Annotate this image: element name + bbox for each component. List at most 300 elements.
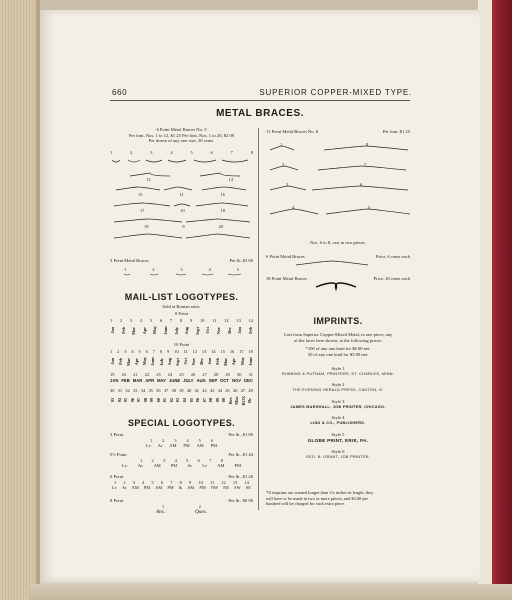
logo-num: 7 xyxy=(170,318,173,323)
special-item: PM xyxy=(143,485,151,491)
logo-num: 22 xyxy=(144,372,150,377)
logo-month: May xyxy=(239,357,245,366)
logo-num: 38 xyxy=(171,388,176,393)
logo-month: AUG xyxy=(196,377,206,383)
logo-month: Apr xyxy=(141,326,147,335)
mail-months-a xyxy=(110,324,253,338)
logo-month: Oct xyxy=(205,327,211,334)
brace-row-5 xyxy=(110,224,253,230)
special-num: 2 xyxy=(162,437,165,443)
mail-list-block-c xyxy=(110,372,253,383)
logo-num: 39 xyxy=(179,388,184,393)
logo-num: 6 xyxy=(145,349,148,354)
special-item: PM xyxy=(234,463,241,469)
eighteen-point-label: 18 Point Metal Braces xyxy=(266,275,307,281)
logo-num: 2 xyxy=(117,349,120,354)
logo-year: 97 xyxy=(136,398,142,403)
special-num: 7 xyxy=(209,457,212,463)
brace-num: 15 xyxy=(138,192,143,197)
brace-num: 8 xyxy=(250,150,253,155)
brace-num: 20 xyxy=(218,224,223,229)
special-num: 2 xyxy=(198,503,201,509)
logo-month: Feb xyxy=(215,358,221,365)
six-point-brace-glyph xyxy=(266,260,410,268)
three-point-glyphs xyxy=(110,272,253,278)
logo-num: 3 xyxy=(124,349,127,354)
logo-month: July xyxy=(158,357,164,366)
special-title: SPECIAL LOGOTYPES. xyxy=(127,418,236,428)
special-row-2 xyxy=(110,452,253,469)
logo-num: 18 xyxy=(248,349,253,354)
page-number: 660 xyxy=(112,88,128,97)
brace-num: 5 xyxy=(368,205,371,210)
six-point-price: Price, 6 cents each xyxy=(375,254,410,260)
logo-num: 25 xyxy=(179,372,184,377)
logo-month: Jan xyxy=(110,358,115,365)
logo-num: 21 xyxy=(133,372,138,377)
footnote-line: *If imprints are wanted longer than 1¼ inches in length, they xyxy=(266,490,374,495)
logo-month: Mar xyxy=(223,357,229,366)
logo-num: 45 xyxy=(225,388,230,393)
special-item: Lv. xyxy=(122,463,128,469)
special-label: 8 Point xyxy=(110,498,124,503)
logo-num: 17 xyxy=(239,349,244,354)
special-num: 12 xyxy=(221,479,226,485)
brace-num: 1 xyxy=(110,150,113,155)
special-items xyxy=(110,443,253,449)
logo-num: 11 xyxy=(212,318,217,323)
special-item: PM xyxy=(183,443,190,449)
logo-month: JUNE xyxy=(169,377,181,383)
logo-num: 14 xyxy=(248,318,253,323)
logo-year: 03 xyxy=(175,398,181,403)
running-title: SUPERIOR COPPER-MIXED TYPE. xyxy=(259,88,412,97)
mail-list-title: MAIL-LIST LOGOTYPES. xyxy=(124,292,239,302)
special-num: 1 xyxy=(162,503,165,509)
logo-num: 10 xyxy=(174,349,179,354)
style-label: Style 1 xyxy=(331,366,345,371)
logo-num: 13 xyxy=(236,318,241,323)
logo-year: 08 xyxy=(208,398,214,403)
imprints-desc xyxy=(266,332,410,358)
special-label: 5½ Point xyxy=(110,452,127,457)
special-num: 5 xyxy=(151,479,154,485)
special-item: AM xyxy=(187,485,195,491)
special-item: Lv xyxy=(202,463,208,469)
special-item: Lv xyxy=(146,443,151,449)
brace-num: 10 xyxy=(180,208,185,213)
braces-desc xyxy=(110,127,253,144)
special-num: 6 xyxy=(210,437,213,443)
logo-month: DEC xyxy=(244,377,253,383)
special-items xyxy=(110,485,253,491)
special-num: 10 xyxy=(198,479,203,485)
header-rule xyxy=(110,100,410,101)
imprints-text-1: Cast from Superior Copper-Mixed Metal, in one piece, any xyxy=(283,332,393,337)
mail-list-block-b xyxy=(110,349,253,369)
logo-num: 37 xyxy=(163,388,169,393)
logo-year: 07 xyxy=(201,398,207,403)
special-item: PM xyxy=(199,485,206,491)
brace-num: 6 xyxy=(210,150,213,155)
logo-month: July xyxy=(173,326,179,335)
brace-num: 3 xyxy=(180,266,183,272)
mail-list-sub: Sold at Roman rates. xyxy=(162,304,201,309)
logo-year: 05 xyxy=(188,398,194,403)
logo-month: Aug xyxy=(166,357,172,366)
brace-num: 5 xyxy=(190,150,193,155)
logo-num: 14 xyxy=(211,349,216,354)
brace-num: 3 xyxy=(150,150,153,155)
logo-num: 33 xyxy=(133,388,138,393)
special-price: Per lb., $1 26 xyxy=(228,474,253,479)
logo-num: 23 xyxy=(156,372,161,377)
brace-num: 17 xyxy=(140,208,145,213)
logo-num: 8 xyxy=(159,349,163,354)
right-braces-label: 11 Point Metal Braces No. 6 xyxy=(266,129,319,134)
special-item: SW xyxy=(234,485,241,491)
logo-year: 96 xyxy=(129,398,135,403)
brace-num: 4 xyxy=(208,266,211,272)
special-num: 1 xyxy=(140,457,143,463)
special-item: AM xyxy=(155,485,163,491)
logo-month: May xyxy=(142,357,148,366)
special-num: 11 xyxy=(209,479,215,485)
logo-num: 20 xyxy=(121,372,126,377)
style-label: Style 6 xyxy=(331,449,345,455)
brace-num: 5 xyxy=(236,266,239,272)
brace-num: 2 xyxy=(152,266,155,272)
logo-num: 30 xyxy=(237,372,242,377)
special-item: Ans. xyxy=(156,509,166,516)
logo-month: Jan xyxy=(207,358,213,365)
brace-num: 4 xyxy=(170,150,173,155)
special-label: 6 Point xyxy=(110,474,124,479)
mail-list-block-a xyxy=(110,318,253,338)
special-num: 3 xyxy=(132,479,135,485)
mail-list-block-d xyxy=(110,388,253,408)
logo-month: May xyxy=(152,326,158,335)
logo-num: 27 xyxy=(202,372,207,377)
special-num: 5 xyxy=(198,437,201,443)
special-num: 9 xyxy=(189,479,192,485)
brace-num: 18 xyxy=(220,208,225,213)
mail-months-c xyxy=(110,378,253,383)
special-price: Per lb., $0 90 xyxy=(228,498,253,503)
six-point-label: 6 Point Metal Braces xyxy=(266,254,305,260)
right-braces xyxy=(266,129,410,295)
style-label: Style 5 xyxy=(331,431,345,437)
brace-glyphs xyxy=(110,156,253,246)
special-item: Ar xyxy=(187,463,193,469)
logo-num: 44 xyxy=(217,388,223,393)
logo-month: APR xyxy=(145,377,155,383)
logo-year: 94 xyxy=(116,398,122,403)
logo-num: 36 xyxy=(156,388,161,393)
style-sample: THE EVENING HERALD PRESS, CANTON, O. xyxy=(292,388,384,393)
style-sample: JAMES MARSHALL, JOB PRINTER, CHICAGO. xyxy=(290,404,386,409)
logo-num: 29 xyxy=(225,372,230,377)
logo-num: 28 xyxy=(213,372,219,377)
logo-month: SEP xyxy=(208,377,218,383)
right-braces-price: Per font, $1 25 xyxy=(382,129,410,134)
special-label: 3 Point xyxy=(110,432,124,437)
special-num: 1 xyxy=(114,479,117,485)
special-price: Per lb., $1 44 xyxy=(228,452,253,457)
braces-line-2: Per font, Nos. 1 to 12, $1 25 Per font, Nos. 1 to 20, $2 00 xyxy=(128,132,235,138)
logo-num: 9 xyxy=(167,349,170,354)
special-items xyxy=(110,463,253,469)
logo-num: 1 xyxy=(110,318,113,323)
brace-num: 1 xyxy=(124,266,127,272)
logo-month: Jan xyxy=(237,327,243,334)
metal-braces-title: METAL BRACES. xyxy=(216,108,304,119)
special-item: AM xyxy=(217,463,225,469)
special-num: 3 xyxy=(163,457,166,463)
three-point-braces xyxy=(110,258,253,280)
page-header xyxy=(112,88,412,97)
logo-num: 43 xyxy=(209,388,215,393)
logo-month: Oct xyxy=(182,358,188,365)
logo-year: 00 xyxy=(221,398,227,403)
logo-num: 5 xyxy=(138,349,141,354)
brace-num: 1 xyxy=(280,142,283,147)
brace-num: 2 xyxy=(130,150,133,155)
footnote-line: will have to be made in two or more pieces, and $3.00 per xyxy=(266,495,368,501)
logo-year: Misc xyxy=(234,396,240,405)
logo-num: 32 xyxy=(125,388,130,393)
special-item: Lv xyxy=(112,485,117,491)
special-num: 6 xyxy=(160,479,164,485)
braces-line-1: 6 Point Metal Braces No. 5 xyxy=(156,127,207,132)
special-num: 5 xyxy=(186,457,189,463)
logo-num: 19 xyxy=(110,372,115,377)
special-price: Per lb., $1 80 xyxy=(228,432,253,437)
special-item: NW xyxy=(210,485,219,491)
special-num: 3 xyxy=(174,437,177,443)
special-item: Ques. xyxy=(195,509,207,516)
logo-num: 7 xyxy=(152,349,155,354)
style-label: Style 4 xyxy=(331,415,345,421)
logo-month: Apr xyxy=(231,357,237,366)
logo-num: 3 xyxy=(130,318,133,323)
column-divider xyxy=(258,128,259,510)
style-sample: GLOBE PRINT, ERIE, PA. xyxy=(307,437,369,443)
brace-num: 16 xyxy=(220,192,225,197)
logo-year: 99 xyxy=(214,398,220,403)
brace-row-3 xyxy=(110,192,253,198)
special-num: 7 xyxy=(170,479,173,485)
logo-num: 15 xyxy=(220,349,225,354)
special-item: AM xyxy=(153,463,161,469)
logo-month: NOV xyxy=(231,377,242,383)
eighteen-point-price: Price, 20 cents each xyxy=(373,275,410,281)
style-sample: ROBBINS & PUTNAM, PRINTERS, ST. CHARLES, MINN. xyxy=(281,371,395,376)
brace-num: 8 xyxy=(366,142,369,147)
logo-num: 12 xyxy=(224,318,229,323)
logo-month: June xyxy=(162,326,168,335)
braces-line-3: Per dozen of any one size, 30 cents. xyxy=(148,138,215,144)
brace-num: 13 xyxy=(146,177,151,182)
special-num: 8 xyxy=(220,457,223,463)
logo-year: Dr xyxy=(247,398,253,403)
logo-num: 1 xyxy=(110,349,113,354)
special-item: SE xyxy=(245,485,251,491)
logo-num: 5 xyxy=(150,318,153,323)
logo-num: 34 xyxy=(140,388,146,393)
brace-row-4 xyxy=(110,208,253,214)
logo-year: Rev xyxy=(227,397,233,404)
special-item: AM xyxy=(169,443,177,449)
logo-month: MAR xyxy=(132,377,143,383)
logo-num: 12 xyxy=(192,349,197,354)
logo-month: Nov xyxy=(190,357,196,366)
brace-num: 7 xyxy=(230,150,233,155)
logo-month: JULY xyxy=(183,377,194,383)
logo-year: 06 xyxy=(195,398,201,403)
special-item: NE xyxy=(223,485,230,491)
ten-point-label: 10 Point xyxy=(173,342,190,347)
logo-num: 2 xyxy=(120,318,123,323)
special-num: 2 xyxy=(151,457,154,463)
three-point-price: Per lb. $3 00 xyxy=(229,258,253,263)
brace-num: 19 xyxy=(144,224,149,229)
eighteen-point-brace-glyph xyxy=(266,281,410,293)
logo-month: Dec xyxy=(199,358,205,365)
special-num: 4 xyxy=(142,479,145,485)
brace-num: 2 xyxy=(282,162,285,167)
brace-num: 7 xyxy=(364,162,367,167)
imprints-text-2: of the faces here shown, at the following prices: xyxy=(293,337,383,343)
logo-month: Sept xyxy=(174,357,180,366)
special-item: PM xyxy=(167,485,174,491)
logo-year: 99 xyxy=(149,398,155,403)
logo-num: 31 xyxy=(248,372,253,377)
book-top-edge xyxy=(30,0,512,10)
mail-months-b xyxy=(110,355,253,369)
special-item: PM xyxy=(210,443,217,449)
logo-month: FEB xyxy=(121,377,130,383)
page-edges-left xyxy=(0,0,40,600)
logo-month: MAY xyxy=(157,377,167,383)
brace-num: 3 xyxy=(286,182,289,187)
style-sample: GEO. B. GRANT, JOB PRINTER. xyxy=(305,455,371,460)
style-label: Style 2 xyxy=(331,382,345,388)
logo-month: Sept xyxy=(194,326,200,335)
logo-num: 16 xyxy=(229,349,235,354)
logo-month: Nov xyxy=(215,326,221,335)
logo-num: 40 xyxy=(186,388,192,393)
logo-num: 6 xyxy=(160,318,163,323)
logo-num: 8 xyxy=(180,318,183,323)
special-num: 14 xyxy=(244,479,249,485)
special-item: Ar. xyxy=(137,463,144,469)
right-braces-note: Nos. 6 to 8, cast in two pieces. xyxy=(309,240,367,246)
logo-month: OCT xyxy=(220,377,229,383)
logo-num: 31 xyxy=(117,388,123,393)
logo-num: 26 xyxy=(190,372,196,377)
eight-point-label: 8 Point xyxy=(174,311,189,316)
logo-month: June xyxy=(150,357,156,366)
logo-num: 35 xyxy=(148,388,153,393)
special-num: 2 xyxy=(123,479,126,485)
logo-month: Feb xyxy=(120,327,126,334)
logo-month: JAN xyxy=(110,377,119,383)
logo-month: Apr xyxy=(134,357,140,366)
brace-num: 4 xyxy=(292,205,295,210)
logo-num: 48 xyxy=(248,388,253,393)
logo-num: 9 xyxy=(190,318,193,323)
three-point-nums xyxy=(110,264,253,273)
logo-num: 41 xyxy=(194,388,199,393)
special-item: Ar xyxy=(157,443,163,449)
logo-num: 4 xyxy=(140,318,143,323)
logo-month: Dec xyxy=(226,327,232,334)
logo-num: 10 xyxy=(200,318,205,323)
logo-month: Jan xyxy=(110,327,115,334)
special-item: AM xyxy=(196,443,204,449)
special-row-4 xyxy=(110,498,253,516)
logo-num: 46 xyxy=(233,388,238,393)
logo-num: 4 xyxy=(131,349,134,354)
logo-num: 30 xyxy=(110,388,115,393)
logo-num: 24 xyxy=(167,372,173,377)
logo-year: 04 xyxy=(182,398,188,403)
logo-month: Feb xyxy=(247,327,253,334)
brace-num: 11 xyxy=(179,192,184,197)
special-num: 4 xyxy=(186,437,189,443)
three-point-label: 3 Point Metal Braces xyxy=(110,258,149,263)
logo-year: 01 xyxy=(162,398,168,403)
imprints-text-4: 50 of any one kind for $5 00 net. xyxy=(307,352,369,358)
logo-month: Mar xyxy=(131,326,137,335)
logo-year: 95 xyxy=(123,398,129,403)
imprints-title: IMPRINTS. xyxy=(313,316,363,326)
footnote-line: hundred will be charged for each extra piece. xyxy=(266,501,346,506)
logo-year: 98 xyxy=(142,398,148,403)
special-num: 4 xyxy=(174,457,177,463)
imprints-text-3: *100 of any one kind for $6 00 net. xyxy=(305,346,371,352)
special-row-1 xyxy=(110,432,253,449)
logo-month: June xyxy=(247,357,253,366)
brace-row-2 xyxy=(110,177,253,183)
special-num: 1 xyxy=(150,437,153,443)
special-item: & xyxy=(178,485,183,491)
brace-num: 6 xyxy=(360,182,363,187)
book-bottom-edge xyxy=(30,584,512,600)
logo-year: 00 xyxy=(155,398,161,403)
special-num: 8 xyxy=(179,479,182,485)
brace-num: 9 xyxy=(182,224,185,229)
logo-year: BOX xyxy=(240,395,246,406)
logo-month: Aug xyxy=(184,326,190,335)
logo-year: 93 xyxy=(110,398,115,403)
braces-samples xyxy=(110,150,253,247)
special-item: AM xyxy=(131,485,139,491)
catalog-page xyxy=(40,10,480,582)
special-num: 13 xyxy=(232,479,238,485)
logo-num: 42 xyxy=(202,388,207,393)
brace-num: 14 xyxy=(228,177,233,182)
imprint-styles xyxy=(266,366,410,466)
special-item: PM xyxy=(170,463,178,469)
special-num: 6 xyxy=(197,457,200,463)
logo-year: 02 xyxy=(168,398,174,403)
style-label: Style 3 xyxy=(331,398,345,404)
logo-month: Feb xyxy=(118,358,124,365)
page-edges-right xyxy=(482,0,492,600)
logo-num: 13 xyxy=(201,349,207,354)
